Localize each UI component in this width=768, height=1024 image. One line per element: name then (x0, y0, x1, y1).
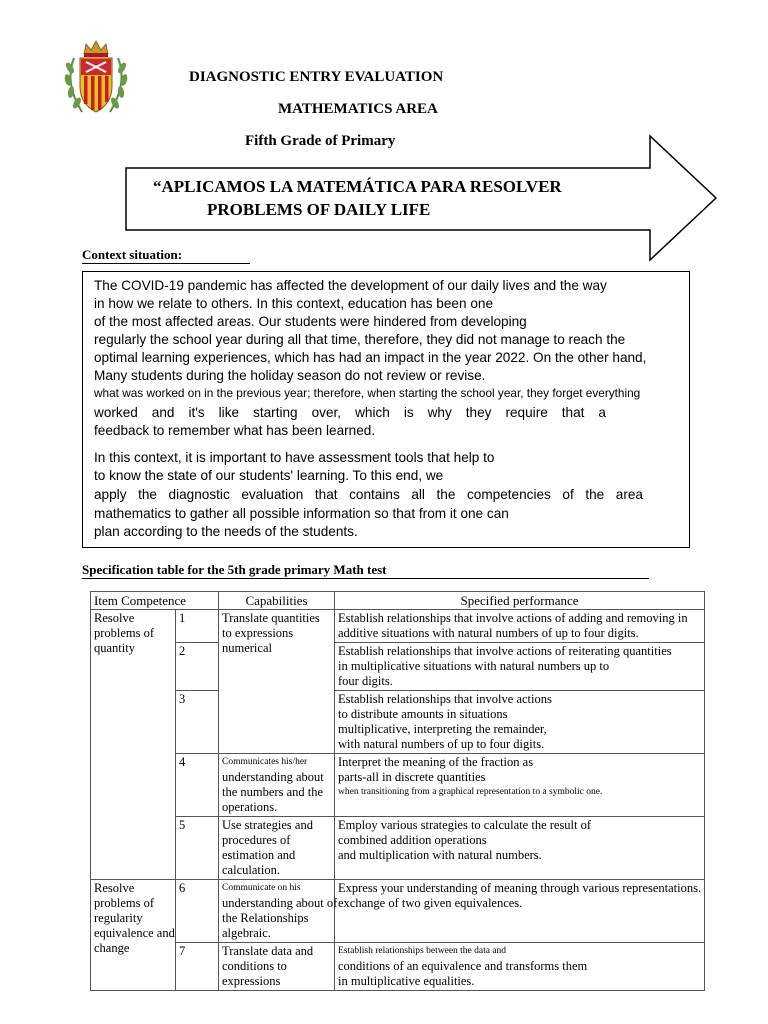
performance-cell: Establish relationships between the data and conditions of an equivalence and transforms them in multiplicative equalities. (335, 943, 705, 991)
competence-cell: Resolve problems of regularity equivalence and change (91, 880, 176, 991)
banner-line-2: PROBLEMS OF DAILY LIFE (207, 200, 431, 219)
header-capabilities: Capabilities (219, 592, 335, 610)
context-label: Context situation: (82, 247, 250, 264)
capability-cell: Use strategies and procedures of estimation and calculation. (219, 817, 335, 880)
context-line: what was worked on in the previous year; therefore, when starting the school year, they forget everything (94, 386, 641, 400)
context-line: Many students during the holiday season do not review or revise. (94, 368, 486, 383)
document-grade: Fifth Grade of Primary (245, 133, 396, 149)
performance-cell: Establish relationships that involve actions of adding and removing in additive situations with natural numbers of up to four digits. (335, 610, 705, 643)
capability-cell: Communicate on his understanding about of the Relationships algebraic. (219, 880, 335, 943)
capability-cell: Communicates his/her understanding about the numbers and the operations. (219, 754, 335, 817)
item-number: 6 (176, 880, 219, 943)
context-line: plan according to the needs of the students. (94, 524, 358, 539)
school-crest-icon (60, 38, 132, 118)
item-number: 2 (176, 643, 219, 691)
item-number: 7 (176, 943, 219, 991)
context-line: optimal learning experiences, which has had an impact in the year 2022. On the other hand, (94, 350, 647, 365)
banner-arrow-shape (122, 134, 720, 262)
item-number: 5 (176, 817, 219, 880)
context-line: mathematics to gather all possible information so that from it one can (94, 506, 509, 521)
context-line: of the most affected areas. Our students were hindered from developing (94, 314, 527, 329)
table-row (91, 643, 705, 691)
performance-cell: Express your understanding of meaning through various representations. exchange of two given equivalences. (335, 880, 705, 943)
document-title: DIAGNOSTIC ENTRY EVALUATION (189, 69, 444, 85)
header-performance: Specified performance (335, 592, 705, 610)
context-line: regularly the school year during all that time, therefore, they did not manage to reach the (94, 332, 626, 347)
context-line: In this context, it is important to have assessment tools that help to (94, 450, 495, 465)
header-item-competence: Item Competence (91, 592, 219, 610)
banner-line-1: “APLICAMOS LA MATEMÁTICA PARA RESOLVER (153, 177, 562, 196)
capability-cell: Translate data and conditions to expressions (219, 943, 335, 991)
table-row (91, 817, 705, 880)
table-row (91, 943, 705, 991)
item-number: 3 (176, 691, 219, 754)
item-number: 1 (176, 610, 219, 643)
performance-cell: Establish relationships that involve actions to distribute amounts in situations multiplicative, interpreting the remainder, with natural numbers of up to four digits. (335, 691, 705, 754)
table-row (91, 880, 705, 943)
document-area: MATHEMATICS AREA (278, 101, 438, 117)
performance-cell: Interpret the meaning of the fraction as parts-all in discrete quantities when transitioning from a graphical representation to a symbolic one. (335, 754, 705, 817)
context-line: to know the state of our students' learning. To this end, we (94, 468, 444, 483)
specification-table (90, 591, 705, 991)
performance-cell: Employ various strategies to calculate the result of combined addition operations and multiplication with natural numbers. (335, 817, 705, 880)
spec-table-title: Specification table for the 5th grade primary Math test (82, 562, 649, 579)
table-row (91, 691, 705, 754)
performance-cell: Establish relationships that involve actions of reiterating quantities in multiplicative situations with natural numbers up to four digits. (335, 643, 705, 691)
competence-cell: Resolve problems of quantity (91, 610, 176, 880)
capability-cell: Translate quantities to expressions numerical (219, 610, 335, 754)
context-line: in how we relate to others. In this context, education has been one (94, 296, 494, 311)
table-row (91, 610, 705, 643)
item-number: 4 (176, 754, 219, 817)
table-header-row (91, 592, 705, 610)
context-line: worked and it's like starting over, which is why they require that a (94, 405, 606, 420)
table-row (91, 754, 705, 817)
context-line: The COVID-19 pandemic has affected the development of our daily lives and the way (94, 278, 607, 293)
context-line: apply the diagnostic evaluation that contains all the competencies of the area (94, 487, 643, 502)
context-line: feedback to remember what has been learned. (94, 423, 376, 438)
